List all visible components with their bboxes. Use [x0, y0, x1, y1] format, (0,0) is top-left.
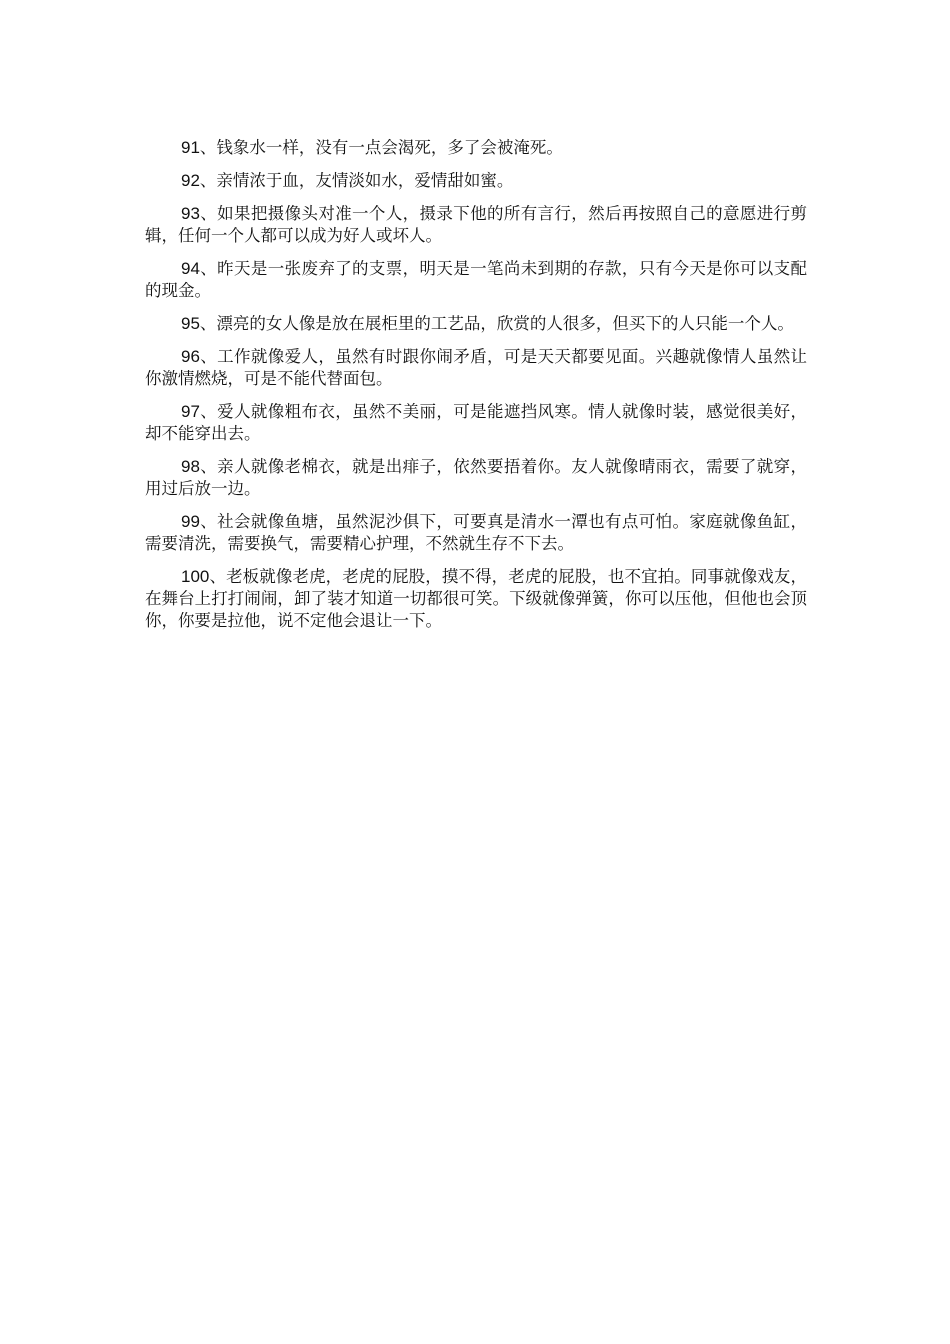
paragraph-100 — [145, 566, 807, 632]
paragraph-91 — [145, 137, 807, 159]
paragraph-94 — [145, 258, 807, 302]
item-number: 92 — [181, 171, 200, 190]
document-body — [145, 137, 807, 643]
item-number: 94 — [181, 259, 200, 278]
item-number: 100 — [181, 567, 210, 586]
paragraph-99 — [145, 511, 807, 555]
item-text: 、社会就像鱼塘，虽然泥沙俱下，可要真是清水一潭也有点可怕。家庭就像鱼缸，需要清洗，需要换气，需要精心护理，不然就生存不下去。 — [145, 512, 807, 553]
paragraph-95 — [145, 313, 807, 335]
paragraph-98 — [145, 456, 807, 500]
item-text: 、爱人就像粗布衣，虽然不美丽，可是能遮挡风寒。情人就像时装，感觉很美好，却不能穿出去。 — [145, 402, 807, 443]
item-number: 98 — [181, 457, 200, 476]
item-number: 96 — [181, 347, 200, 366]
item-text: 、亲人就像老棉衣，就是出痱子，依然要捂着你。友人就像晴雨衣，需要了就穿，用过后放一边。 — [145, 457, 807, 498]
item-text: 、钱象水一样，没有一点会渴死，多了会被淹死。 — [199, 138, 563, 157]
paragraph-92 — [145, 170, 807, 192]
item-text: 、昨天是一张废弃了的支票，明天是一笔尚未到期的存款，只有今天是你可以支配的现金。 — [145, 259, 807, 300]
item-number: 97 — [181, 402, 200, 421]
item-text: 、漂亮的女人像是放在展柜里的工艺品，欣赏的人很多，但买下的人只能一个人。 — [199, 314, 794, 333]
item-number: 93 — [181, 204, 200, 223]
item-text: 、如果把摄像头对准一个人，摄录下他的所有言行，然后再按照自己的意愿进行剪辑，任何一个人都可以成为好人或坏人。 — [145, 204, 807, 245]
item-text: 、老板就像老虎，老虎的屁股，摸不得，老虎的屁股，也不宜拍。同事就像戏友，在舞台上打打闹闹，卸了装才知道一切都很可笑。下级就像弹簧，你可以压他，但他也会顶你，你要是拉他，说不定他会退让一下。 — [145, 567, 807, 630]
paragraph-96 — [145, 346, 807, 390]
item-number: 91 — [181, 138, 200, 157]
paragraph-93 — [145, 203, 807, 247]
item-number: 99 — [181, 512, 200, 531]
item-text: 、工作就像爱人，虽然有时跟你闹矛盾，可是天天都要见面。兴趣就像情人虽然让你激情燃烧，可是不能代替面包。 — [145, 347, 807, 388]
item-number: 95 — [181, 314, 200, 333]
paragraph-97 — [145, 401, 807, 445]
item-text: 、亲情浓于血，友情淡如水，爱情甜如蜜。 — [199, 171, 514, 190]
